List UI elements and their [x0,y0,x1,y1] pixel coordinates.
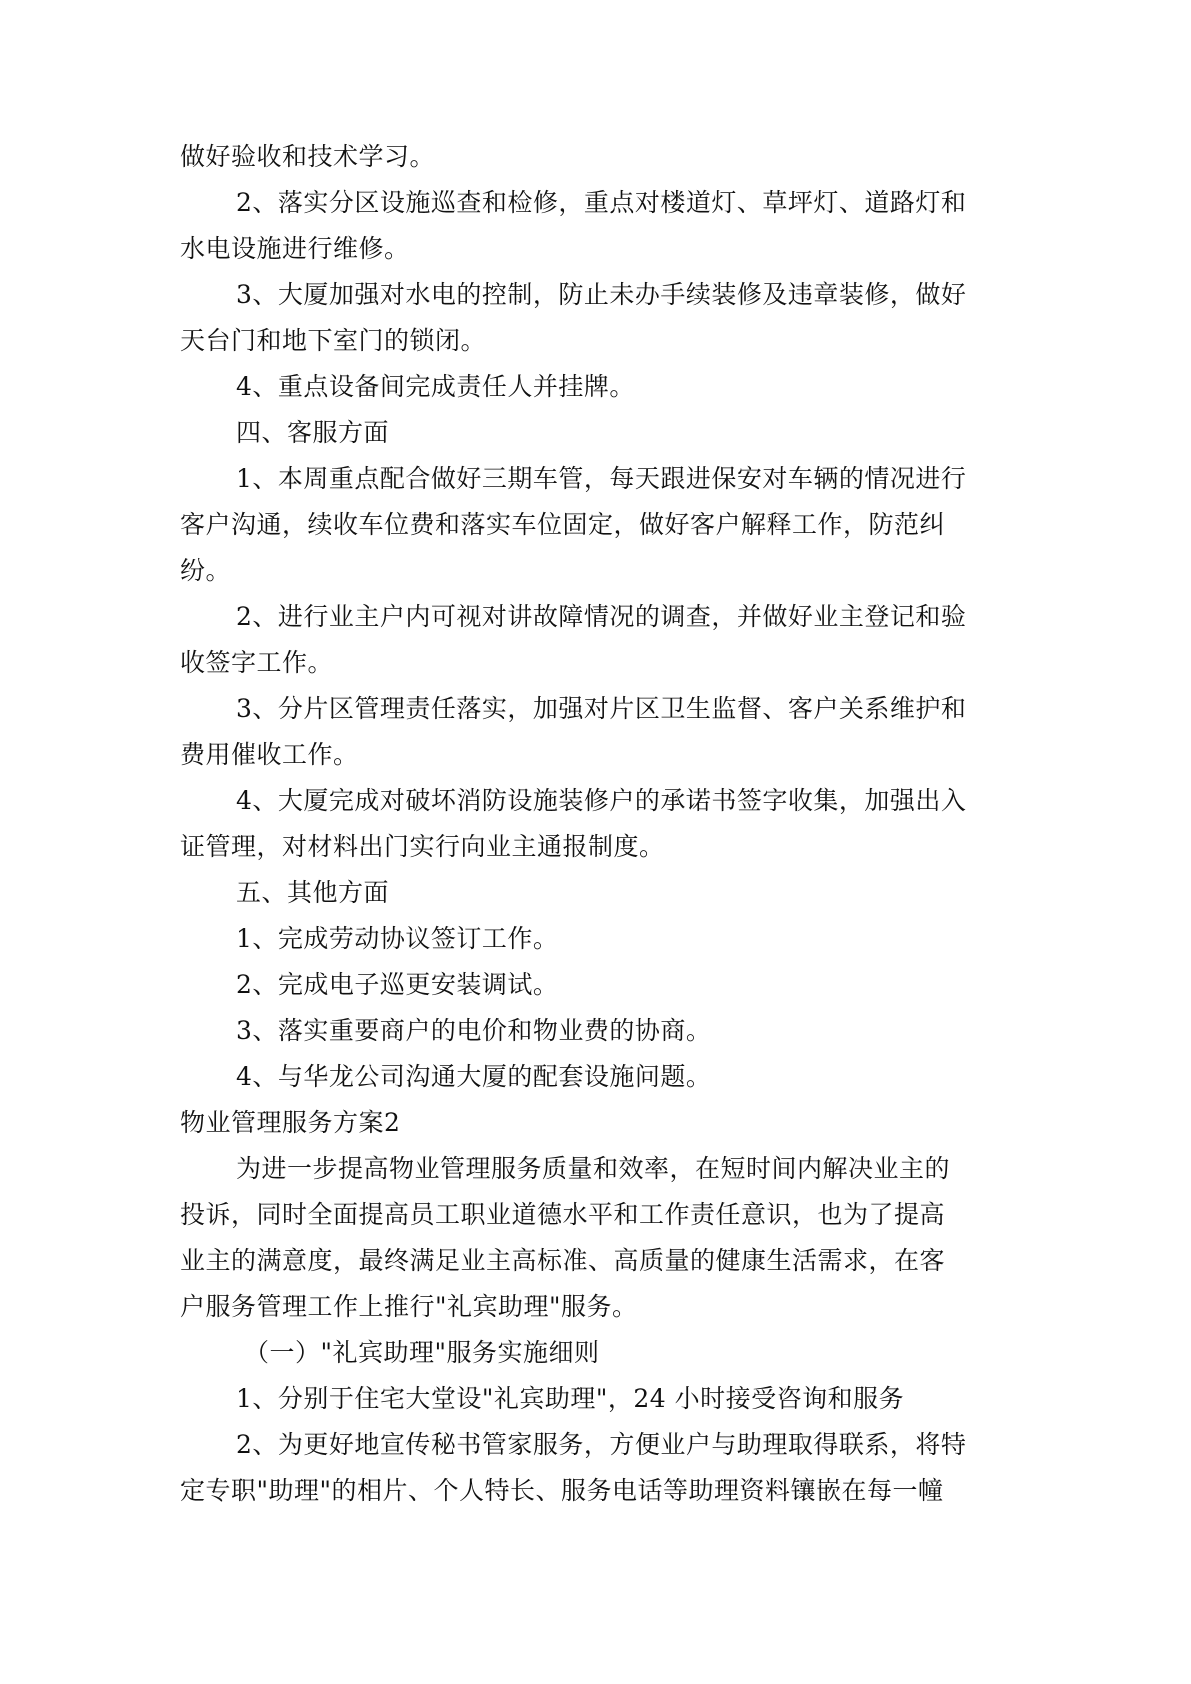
paragraph-line: 1、分别于住宅大堂设"礼宾助理"，24 小时接受咨询和服务 [236,1384,905,1413]
document-body [180,134,1020,1514]
paragraph-line: 3、落实重要商户的电价和物业费的协商。 [236,1016,712,1045]
paragraph-line: 1、完成劳动协议签订工作。 [236,924,559,953]
paragraph-line: 户服务管理工作上推行"礼宾助理"服务。 [180,1292,638,1321]
paragraph-line: 2、为更好地宣传秘书管家服务，方便业户与助理取得联系，将特 [236,1430,967,1459]
paragraph-line: 天台门和地下室门的锁闭。 [180,326,487,355]
paragraph-line: 2、进行业主户内可视对讲故障情况的调查，并做好业主登记和验 [236,602,967,631]
paragraph-line: 3、大厦加强对水电的控制，防止未办手续装修及违章装修，做好 [236,280,967,309]
paragraph-line: 3、分片区管理责任落实，加强对片区卫生监督、客户关系维护和 [236,694,967,723]
paragraph-line: 4、重点设备间完成责任人并挂牌。 [236,372,635,401]
document-subtitle: 物业管理服务方案2 [180,1108,401,1137]
paragraph-line: 4、大厦完成对破坏消防设施装修户的承诺书签字收集，加强出入 [236,786,967,815]
paragraph-line: 1、本周重点配合做好三期车管，每天跟进保安对车辆的情况进行 [236,464,967,493]
section-heading: 五、其他方面 [236,878,390,907]
paragraph-line: 水电设施进行维修。 [180,234,410,263]
paragraph-line: 业主的满意度，最终满足业主高标准、高质量的健康生活需求，在客 [180,1246,946,1275]
paragraph-line: 投诉，同时全面提高员工职业道德水平和工作责任意识，也为了提高 [180,1200,946,1229]
paragraph-line: 客户沟通，续收车位费和落实车位固定，做好客户解释工作，防范纠 [180,510,946,539]
section-heading: 四、客服方面 [236,418,390,447]
paragraph-line: 为进一步提高物业管理服务质量和效率，在短时间内解决业主的 [236,1154,951,1183]
section-heading: （一）"礼宾助理"服务实施细则 [244,1338,600,1367]
paragraph-line: 4、与华龙公司沟通大厦的配套设施问题。 [236,1062,712,1091]
paragraph-line: 证管理，对材料出门实行向业主通报制度。 [180,832,665,861]
paragraph-line: 2、完成电子巡更安装调试。 [236,970,559,999]
paragraph-line: 2、落实分区设施巡查和检修，重点对楼道灯、草坪灯、道路灯和 [236,188,967,217]
paragraph-line: 做好验收和技术学习。 [180,142,436,171]
paragraph-line: 收签字工作。 [180,648,334,677]
paragraph-line: 定专职"助理"的相片、个人特长、服务电话等助理资料镶嵌在每一幢 [180,1476,944,1505]
paragraph-line: 纷。 [180,556,232,585]
paragraph-line: 费用催收工作。 [180,740,359,769]
